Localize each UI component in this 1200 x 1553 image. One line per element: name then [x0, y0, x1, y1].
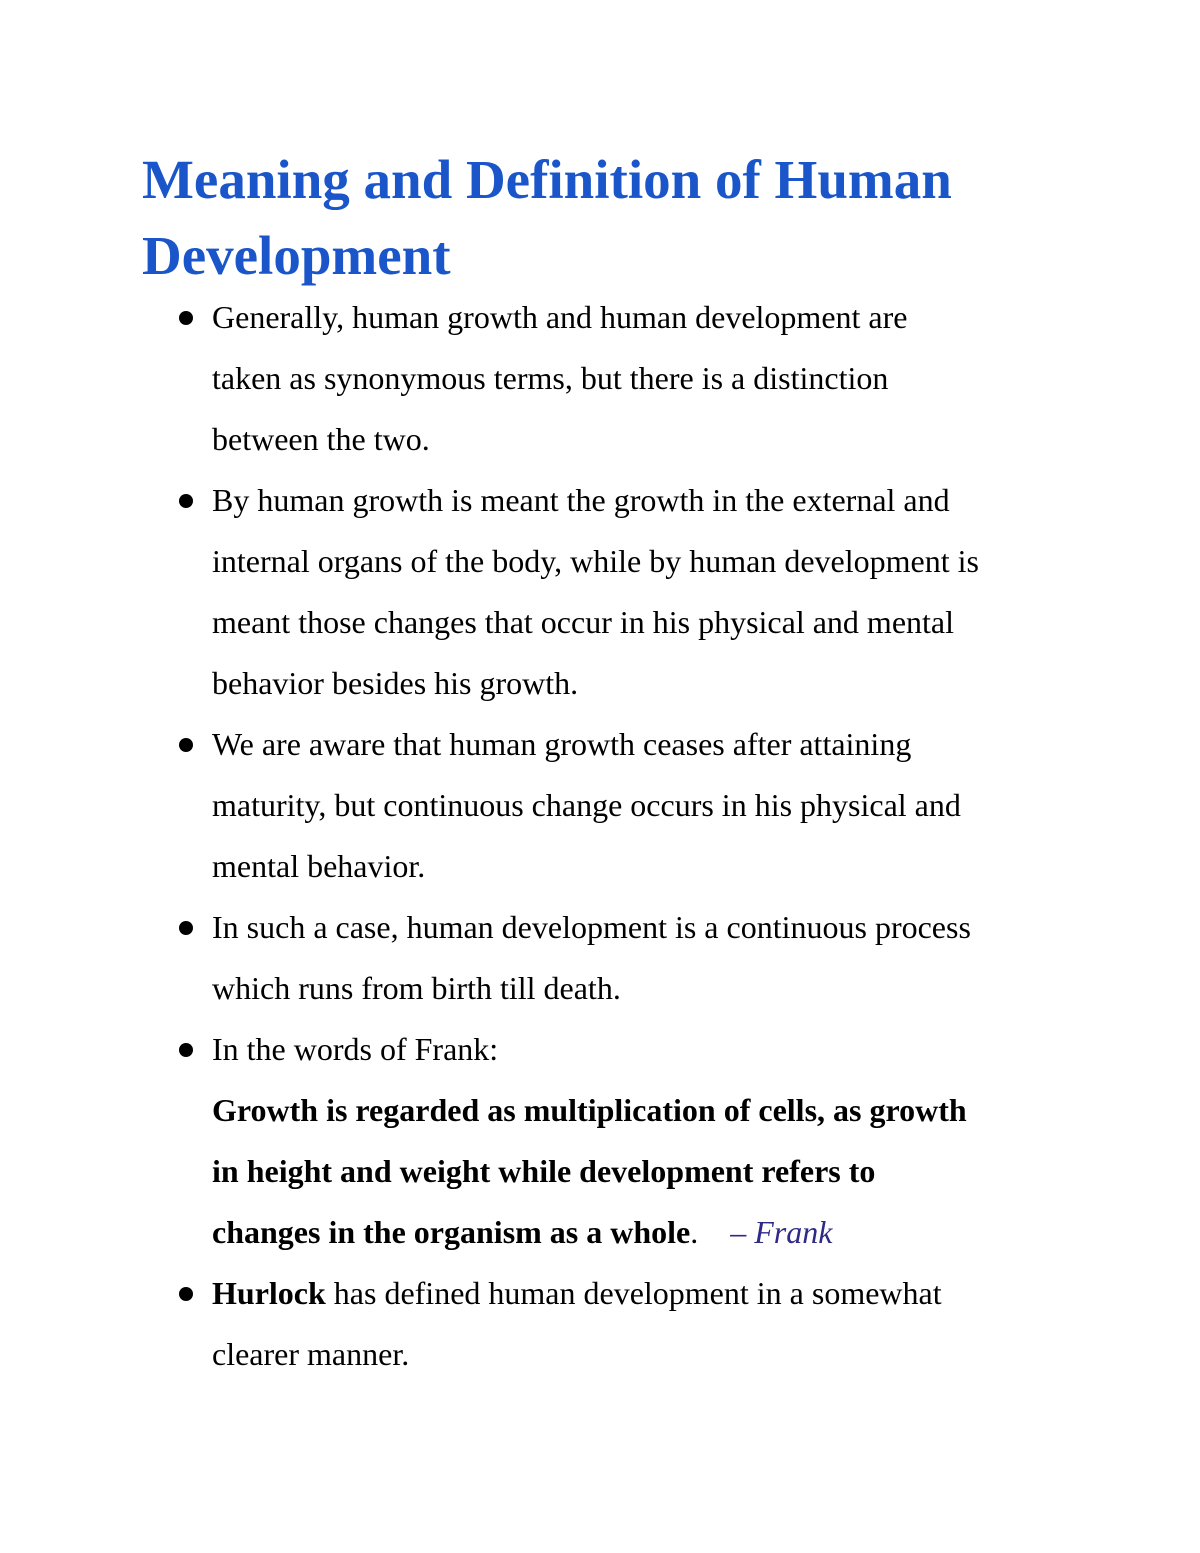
quote-attribution: Frank [754, 1214, 833, 1250]
list-item [0, 1263, 1072, 1385]
item-text-rest: has defined human development in a somewhat [325, 1275, 942, 1311]
bullet-dot-icon [179, 1043, 193, 1057]
item-text-line [212, 1263, 1072, 1324]
quote-intro: In the words of Frank: [212, 1031, 499, 1067]
item-text-line: In such a case, human development is a continuous process [212, 909, 971, 945]
quote-last-line [212, 1202, 1072, 1263]
bullet-list [0, 287, 1200, 1385]
list-item [0, 897, 1072, 1019]
item-text-line: between the two. [212, 421, 430, 457]
quote-line: Growth is regarded as multiplication of cells, as growth [212, 1092, 967, 1128]
bold-name: Hurlock [212, 1275, 326, 1311]
item-text-line: taken as synonymous terms, but there is a distinction [212, 360, 889, 396]
item-text-line: meant those changes that occur in his physical and mental [212, 604, 954, 640]
bullet-dot-icon [179, 921, 193, 935]
item-text-line: By human growth is meant the growth in the external and [212, 482, 950, 518]
bullet-dot-icon [179, 738, 193, 752]
quote-line: in height and weight while development refers to [212, 1153, 876, 1189]
list-item [0, 287, 1072, 470]
item-text-line: internal organs of the body, while by human development is [212, 543, 979, 579]
page-title [142, 142, 1102, 294]
title-line-2: Development [142, 225, 451, 286]
item-text-line: We are aware that human growth ceases after attaining [212, 726, 912, 762]
item-text-line: which runs from birth till death. [212, 970, 621, 1006]
list-item [0, 714, 1072, 897]
title-line-1: Meaning and Definition of Human [142, 149, 952, 210]
item-text-line: maturity, but continuous change occurs in his physical and [212, 787, 961, 823]
quote-line: changes in the organism as a whole [212, 1214, 691, 1250]
attribution-dash: – [730, 1214, 747, 1250]
list-item [0, 470, 1072, 714]
bullet-dot-icon [179, 494, 193, 508]
item-text-line: mental behavior. [212, 848, 426, 884]
bullet-dot-icon [179, 311, 193, 325]
item-text-line: behavior besides his growth. [212, 665, 579, 701]
quote-period: . [690, 1214, 699, 1250]
item-text-line: clearer manner. [212, 1336, 410, 1372]
bullet-dot-icon [179, 1287, 193, 1301]
item-text-line: Generally, human growth and human development are [212, 299, 908, 335]
list-item [0, 1019, 1072, 1263]
